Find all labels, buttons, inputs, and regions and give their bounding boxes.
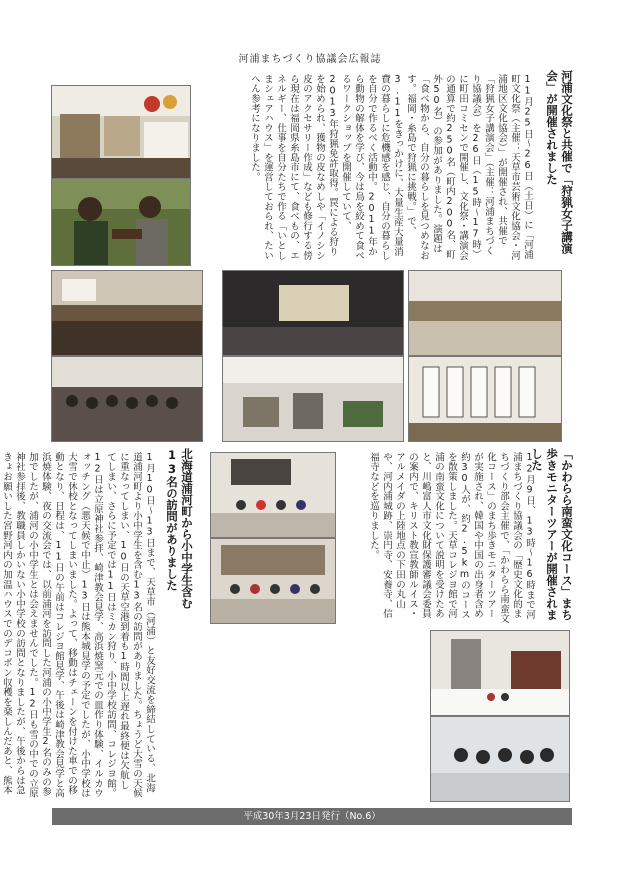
article2-heading: 「かわらら南蛮文化コース」まち歩きモニターツアーが開催されました [530,448,574,621]
newsletter-title: 河浦まちづくり協議会広報誌 [238,54,382,65]
photo-exhibition [51,85,191,179]
article3-heading: 北海道浦河町から小中学生含む13名の訪問がありました [165,448,194,609]
photo-stage-event [222,270,404,356]
photo-students-group [430,716,570,802]
article2-body: 12月9日、13時〜16時まで河浦まちづくり協議会の「歴史文化的まちづくり部会主催で、「かわらら南蛮文化コース」のまち歩きモニターツアーが実施され、韓国や中国の出身者含め約30人が、約2.5kmのコースを散策しました。天草コレジヨ館で河浦の南蛮文化について説明を受けたあと、川嶋富人市文化財保護審議会委員の案内で、キリスト教宣教師ルイス・アルメイダの上陸地点の下田の丸山や、河内浦城跡、崇円寺、安養寺、信福寺などを巡りました。 [368,452,535,624]
article3-body-continued [160,630,426,800]
article1-heading: 河浦文化祭と共催で「狩猟女子講演会」が開催されました [545,70,574,254]
footer-issue-date: 平成30年3月23日発行（No.6） [52,808,572,825]
photo-audience-crowd [51,356,203,442]
photo-hall-audience [51,270,203,356]
article3-body: 1月10日〜13日まで、天草市（河浦）と友好交流を締結している、北海道浦河町より小中学生を含む13名の訪問がありました。ちょうど大雪の天候に重なってしまい、10日の天草空港到着も1時間以上遅れ最終便は欠航してしまい、さらに予定では11日はミカン狩り、小中学校訪問、コレジヨ館。12日は立原神社参拝、崎津教会見学、高浜焼窯元での皿作り体験、イルカウォッチング（悪天候で中止）13日は熊本城見学の予定でしたが、小中学校は大雪で休校となってしまいました。よって、移動はチェーンを付けた車での移動となり、日程は、11日の午前はコレジヨ館見学、午後は崎津教会見学と高浜焼体験、夜の交流会では、以前浦河を訪問した河浦の小中学生2名のみの参加でしたが、浦河の小中学生とは会えませんでした。12日も雪の中での立原神社参拝後、教職員しかいない小中学校の訪問となりましたが、午後からは急きょお願いした宮野河内の加温ハウスでのデコポン収穫を楽しんだあと、熊本 [1,452,155,798]
article1-body: 11月25日〜26日（土日）に「河浦町文化祭（主催：天草市芸術文化協会・河浦地区文化協会）」が開催され、共催で「狩猟女子講演会」（主催：河浦まちづくり協議会）を26日（15時〜17時）に町田コミセンで開催し、文化祭・講演会の通算で約250名（町内200名、町外50名）の参加がありました。演題は「食べ物から、自分の暮らしを見つめなおす。福岡・糸島で狩猟に挑戦。」で、3.11をきっかけに、大量生産大量消費の暮らしに危機感を感じ、自分の暮らしを自分で作るべく活動中。2011年から動物の解体を学び、今は鳥を絞めて食べるワークショップを開催していて、2013年狩猟免許取得。罠による狩りを始められ、獲物の皮なめしや「イノシシ皮のアクセサリー作成」なども修行する傍ら現在は福岡県糸島市にて、食べもの、エネルギー、仕事を自分たちで作る「いとしまシェアハウス」を運営しておられ、たいへん参考になりました。 [249,74,533,261]
photo-group-shrine [210,452,336,538]
photo-group-building [210,538,336,624]
photo-pottery-display [408,270,562,356]
photo-lecture-speaker [51,178,191,266]
photo-calligraphy-exhibit [408,356,562,442]
photo-church-visit [430,630,570,716]
photo-indoor-display [222,356,404,442]
